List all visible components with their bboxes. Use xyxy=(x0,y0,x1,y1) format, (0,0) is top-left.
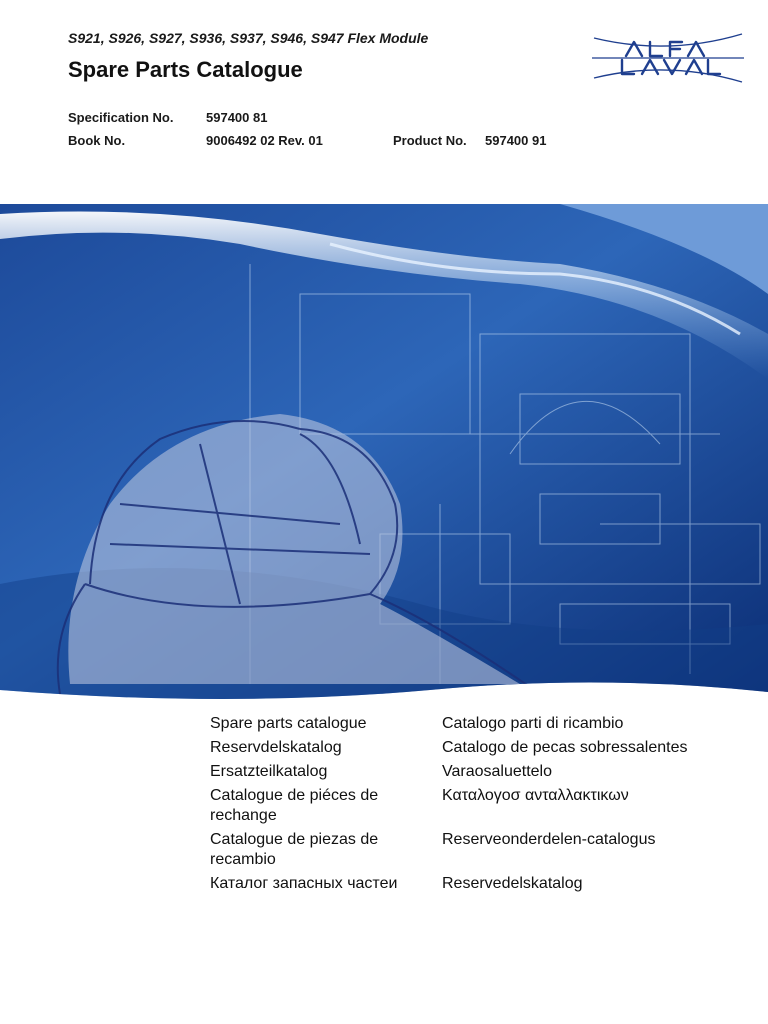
alfa-laval-logo xyxy=(592,30,744,86)
model-list: S921, S926, S927, S936, S937, S946, S947 Flex Module xyxy=(68,30,429,46)
title-finnish: Varaosaluettelo xyxy=(442,763,552,780)
catalogue-title-translations xyxy=(210,714,740,894)
product-label: Product No. xyxy=(393,133,467,148)
title-norwegian: Reservedelskatalog xyxy=(442,875,583,892)
title-swedish: Reservdelskatalog xyxy=(210,739,342,756)
title-french: Catalogue de piéces de rechange xyxy=(210,787,379,824)
cover-image-wave-sketch xyxy=(0,204,768,704)
page-title: Spare Parts Catalogue xyxy=(68,57,303,82)
title-spanish: Catalogue de piezas de recambio xyxy=(210,831,379,868)
spec-value: 597400 81 xyxy=(206,110,268,125)
title-english: Spare parts catalogue xyxy=(210,715,367,732)
title-greek: Καταλογοσ ανταλλακτικων xyxy=(442,787,629,804)
book-value: 9006492 02 Rev. 01 xyxy=(206,133,323,148)
product-value: 597400 91 xyxy=(485,133,547,148)
title-dutch: Reserveonderdelen-catalogus xyxy=(442,831,656,848)
title-german: Ersatzteilkatalog xyxy=(210,763,328,780)
title-italian: Catalogo parti di ricambio xyxy=(442,715,624,732)
title-russian: Каталог запасных частеи xyxy=(210,875,398,892)
book-label: Book No. xyxy=(68,133,126,148)
title-portuguese: Catalogo de pecas sobressalentes xyxy=(442,739,688,756)
spec-label: Specification No. xyxy=(68,110,174,125)
